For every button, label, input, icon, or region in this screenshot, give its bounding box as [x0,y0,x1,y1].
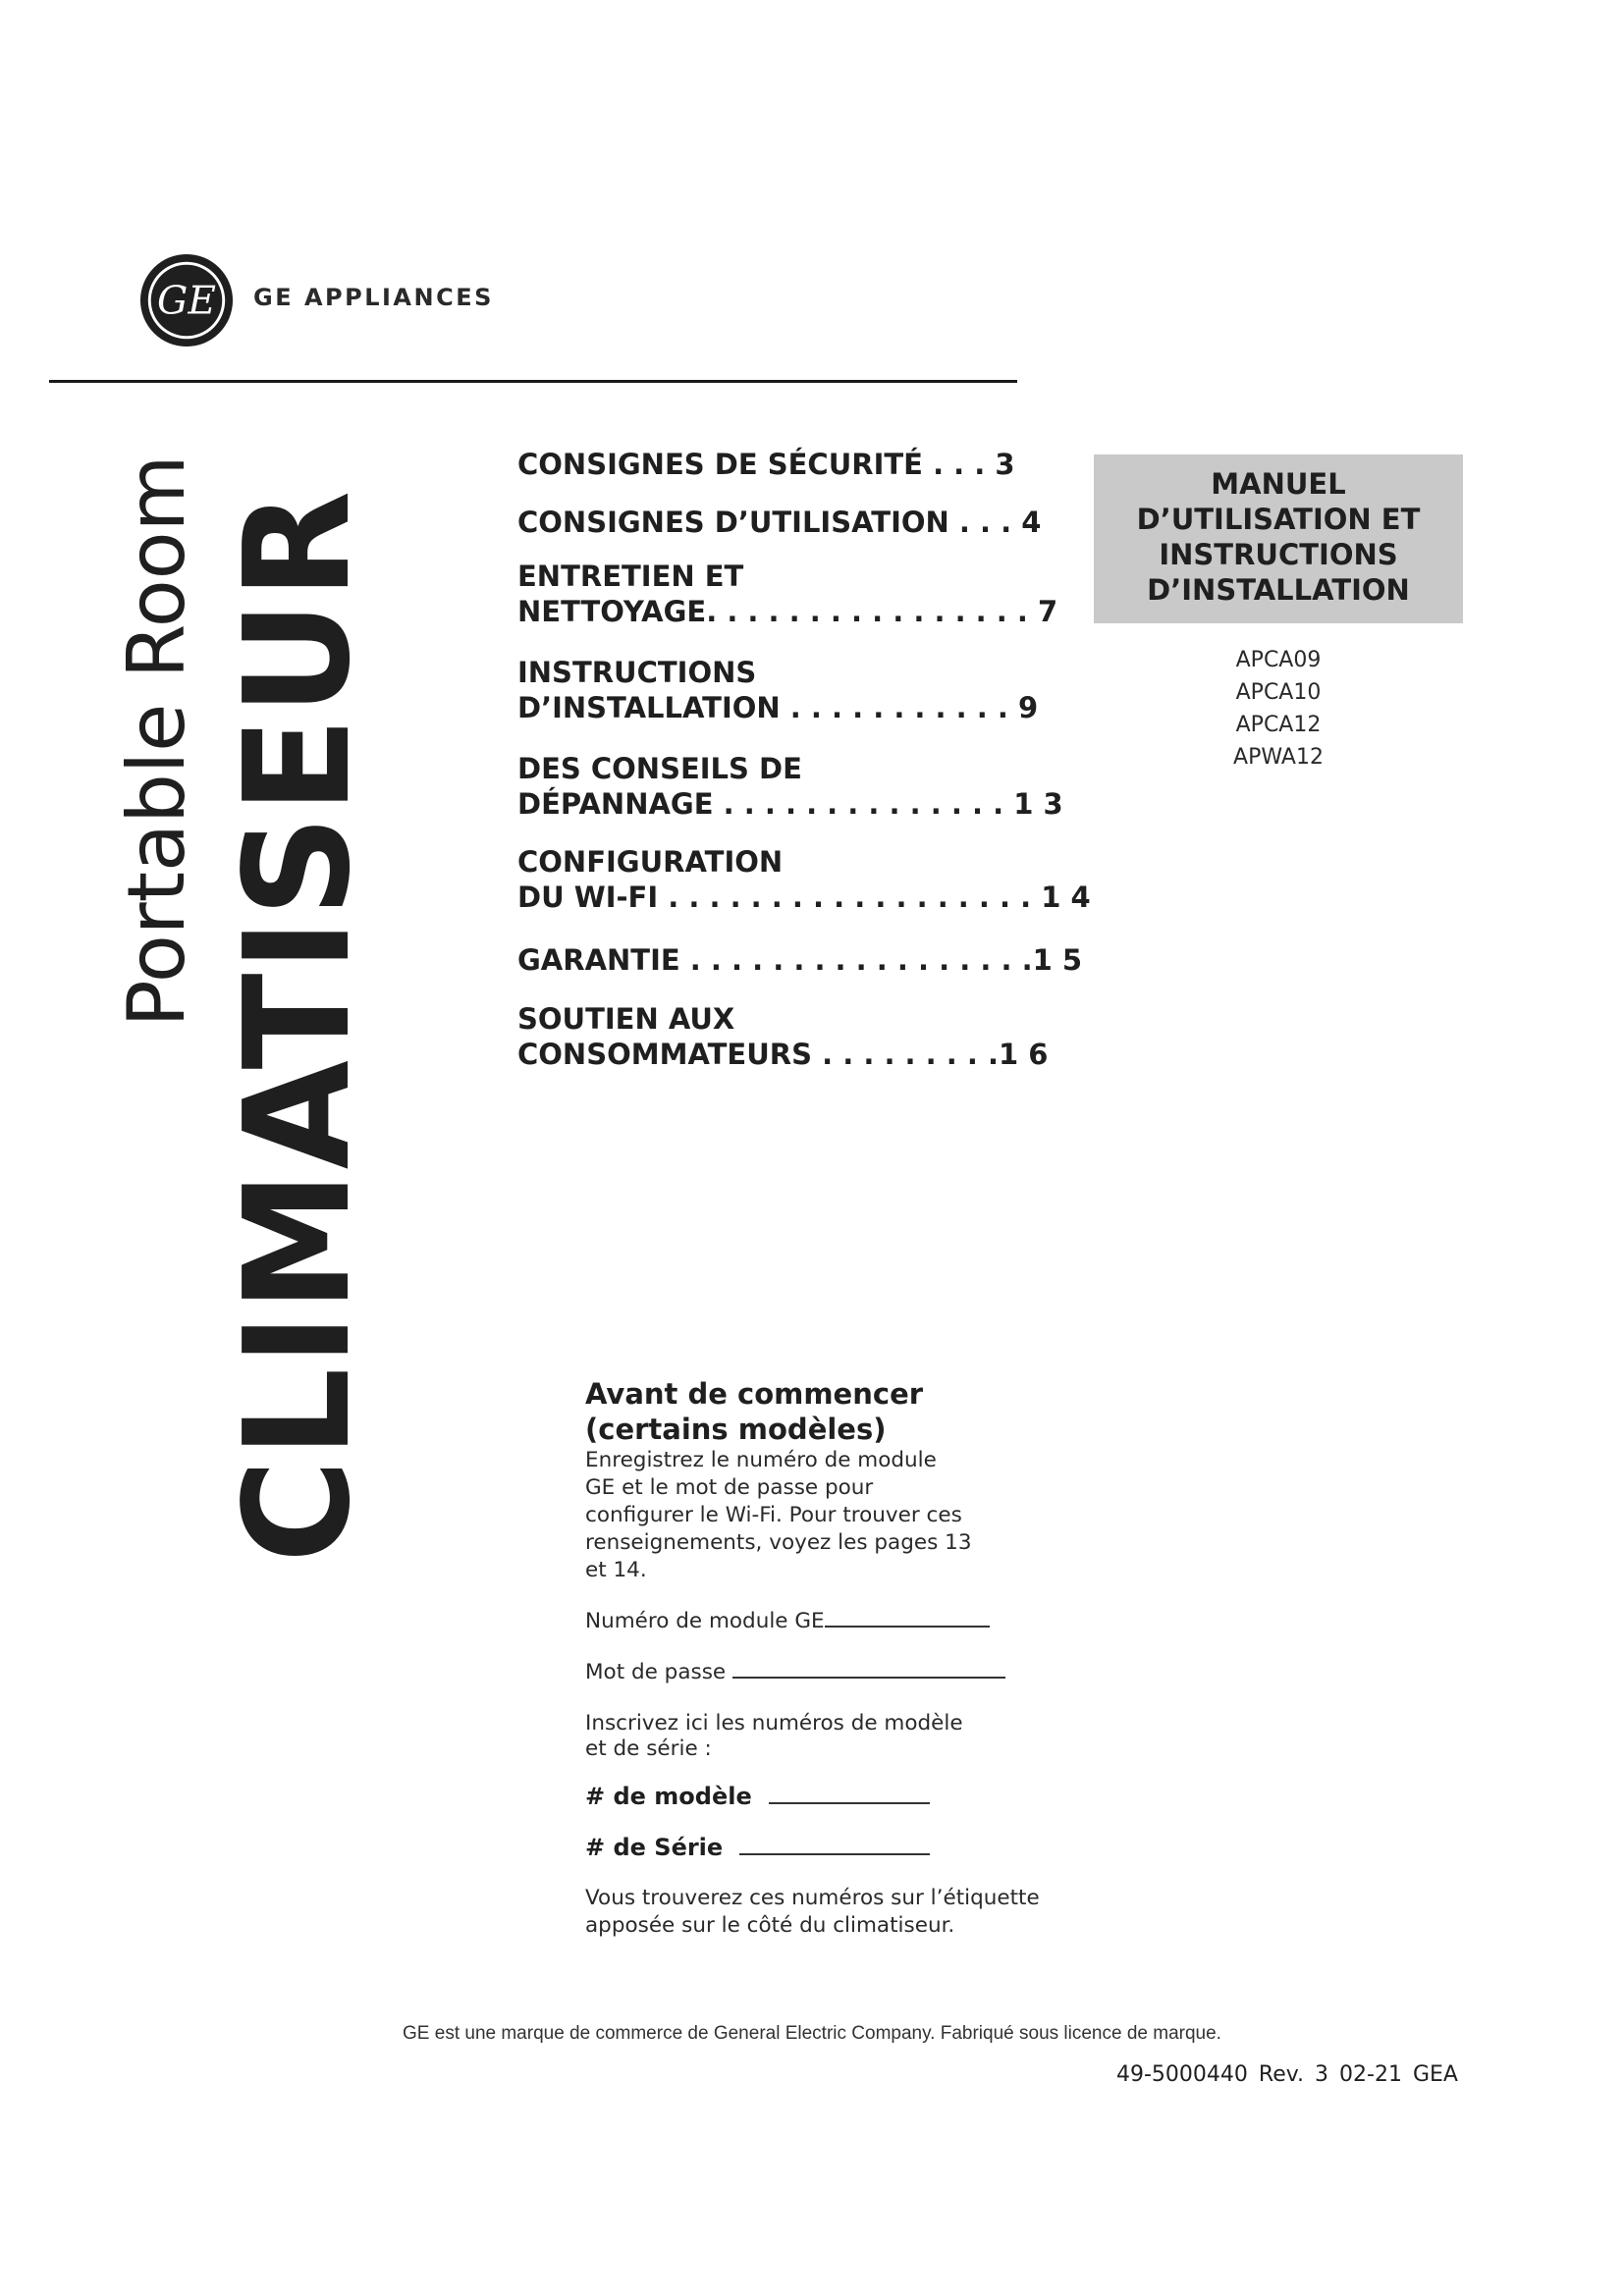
logo-monogram: GE [157,279,216,324]
serial-number-label: # de Série [585,1834,724,1861]
model-number: APCA09 [1235,648,1322,672]
manual-title-line: D’UTILISATION ET [1136,503,1421,536]
module-number-field [585,1608,1135,1635]
trademark-notice: GE est une marque de commerce de General Electric Company. Fabriqué sous licence de marque. [403,2023,1221,2044]
model-number: APCA10 [1235,680,1322,705]
toc-item-line: D’INSTALLATION . . . . . . . . . . . 9 [517,691,1039,724]
toc-item-line: NETTOYAGE. . . . . . . . . . . . . . . . 7 [517,595,1058,628]
serial-number-line[interactable] [739,1836,930,1855]
toc-item-warranty[interactable] [517,942,1082,978]
ge-logo-icon [138,252,235,348]
toc-item-wifi[interactable] [517,844,1091,915]
manual-title-box [1094,454,1463,623]
brand-name: GE APPLIANCES [253,284,494,311]
model-number: APWA12 [1233,745,1324,770]
toc-item-installation[interactable] [517,655,1038,725]
instruction-line: GE et le mot de passe pour [585,1475,874,1500]
password-field [585,1659,1135,1686]
toc-item-care[interactable] [517,559,1057,629]
toc-item-line: SOUTIEN AUX [517,1002,735,1036]
module-number-label: Numéro de module GE [585,1609,825,1633]
instruction-line: Inscrivez ici les numéros de modèle [585,1711,963,1735]
model-number-field [585,1781,1135,1814]
instruction-line: Vous trouverez ces numéros sur l’étiquette [585,1886,1040,1910]
vertical-title: CLIMATISEUR [213,488,382,1564]
instruction-line: Enregistrez le numéro de module [585,1448,937,1472]
section-title-line: Avant de commencer [585,1377,924,1411]
section-title-line: (certains modèles) [585,1413,887,1446]
password-label: Mot de passe [585,1660,727,1684]
instruction-line: renseignements, voyez les pages 13 [585,1530,972,1555]
toc-item-line: CONSOMMATEURS . . . . . . . . .1 6 [517,1038,1049,1071]
model-number-label: # de modèle [585,1783,752,1810]
toc-item-troubleshooting[interactable] [517,751,1063,822]
record-numbers-instruction [585,1710,1135,1761]
toc-item-usage[interactable] [517,505,1041,540]
instruction-line: apposée sur le côté du climatiseur. [585,1913,955,1938]
toc-item-line: INSTRUCTIONS [517,656,757,689]
instruction-line: et 14. [585,1558,647,1582]
instruction-line: configurer le Wi-Fi. Pour trouver ces [585,1503,962,1527]
header-rule [49,380,1017,383]
toc-item-line: ENTRETIEN ET [517,560,744,593]
model-number-line[interactable] [769,1785,930,1804]
vertical-subtitle: Portable Room [111,454,202,1028]
toc-item-line: CONSIGNES D’UTILISATION . . . 4 [517,506,1042,539]
model-number: APCA12 [1235,713,1322,737]
instruction-line: et de série : [585,1736,712,1761]
manual-title-line: MANUEL [1211,467,1346,501]
module-number-line[interactable] [825,1608,990,1628]
toc-item-safety[interactable] [517,447,1015,482]
password-line[interactable] [732,1659,1005,1679]
manual-title-line: INSTRUCTIONS [1159,538,1398,571]
toc-item-line: CONSIGNES DE SÉCURITÉ . . . 3 [517,448,1015,481]
model-list [1094,644,1463,774]
serial-number-field [585,1832,1135,1865]
document-number: 49-5000440 Rev. 3 02-21 GEA [1116,2062,1458,2087]
toc-item-line: GARANTIE . . . . . . . . . . . . . . . . .1 5 [517,943,1083,977]
manual-title-line: D’INSTALLATION [1147,573,1410,607]
toc-item-consumer-support[interactable] [517,1001,1048,1072]
label-location-note [585,1885,1135,1940]
toc-item-line: CONFIGURATION [517,845,784,879]
toc-item-line: DÉPANNAGE . . . . . . . . . . . . . . 1 3 [517,787,1063,821]
before-you-start-section [585,1376,1135,1940]
toc-item-line: DES CONSEILS DE [517,752,802,785]
toc-item-line: DU WI-FI . . . . . . . . . . . . . . . . . . 1 4 [517,881,1091,914]
wifi-instructions [585,1447,1135,1584]
